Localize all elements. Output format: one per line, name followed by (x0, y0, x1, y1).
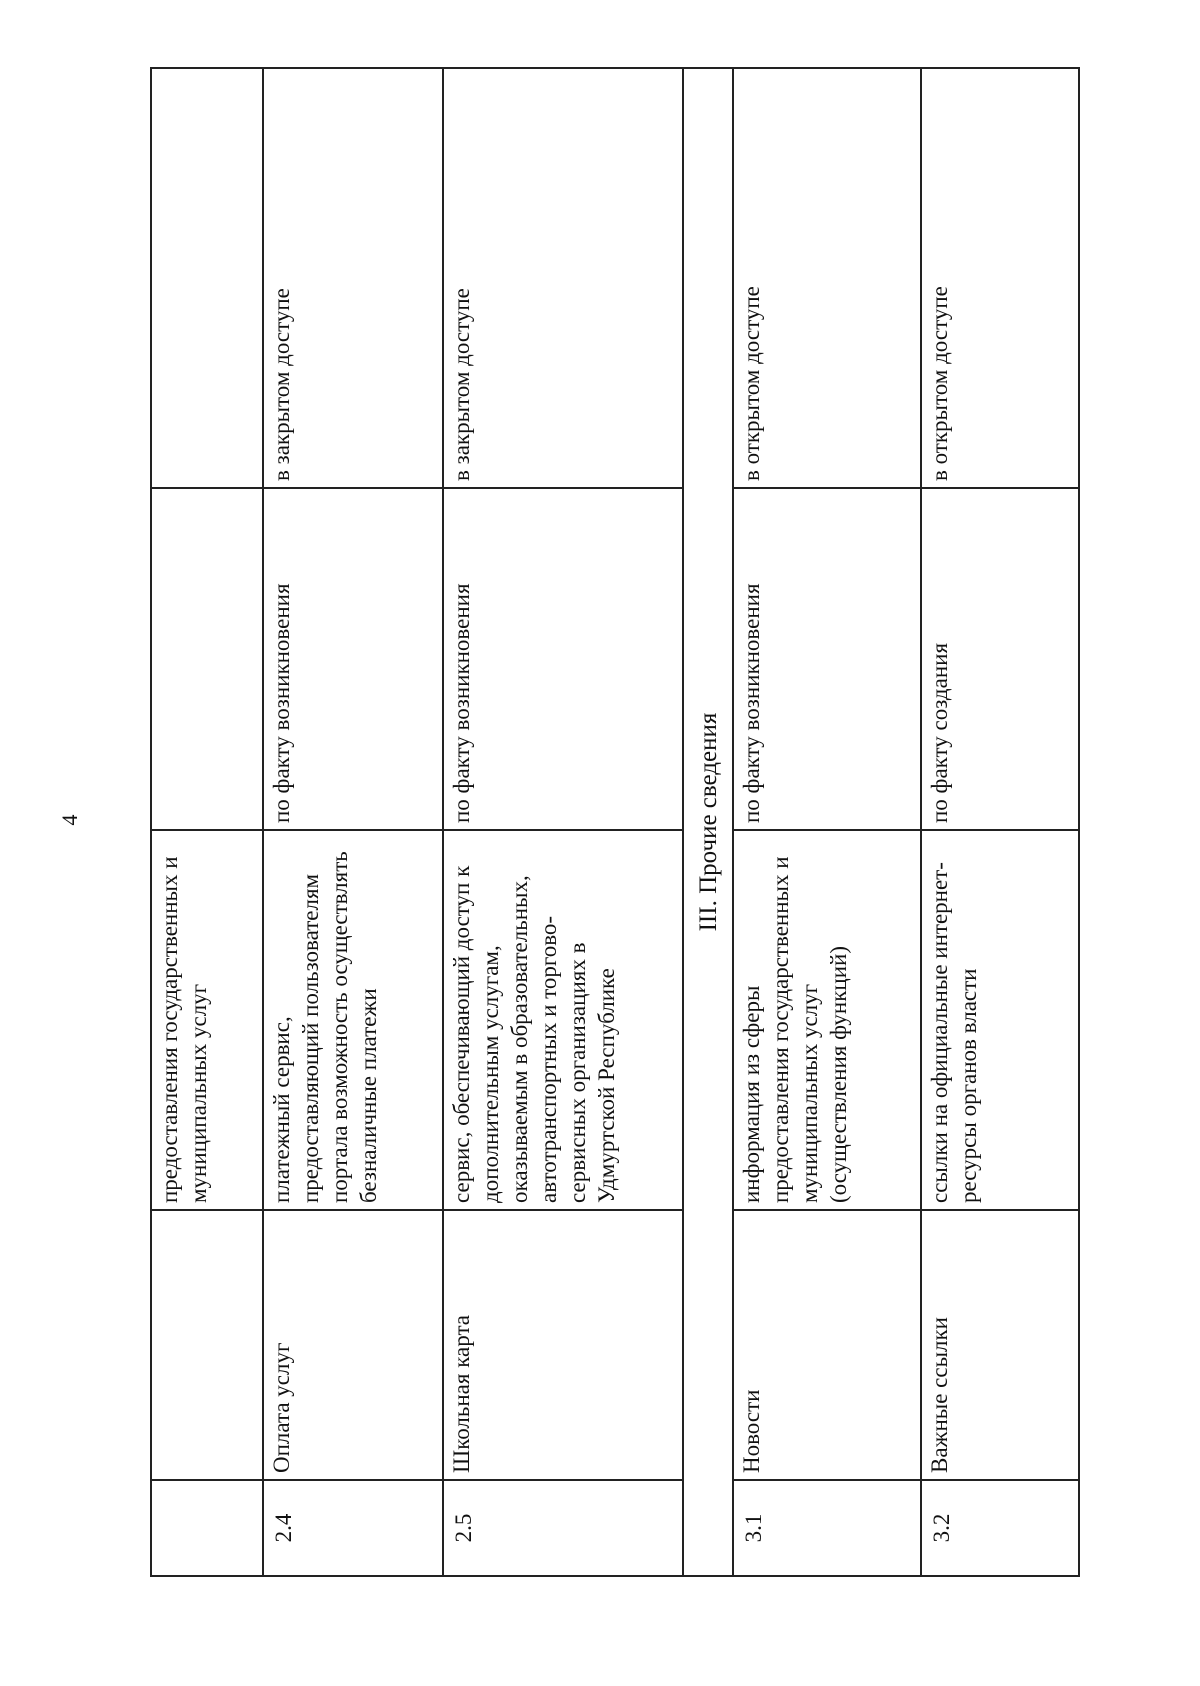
cell-description: предоставления государственных и муниципальных услуг (151, 830, 263, 1210)
table-row (733, 68, 921, 1576)
cell-description: платежный сервис, предоставляющий пользователям портала возможность осуществлять безналичные платежи (263, 830, 443, 1210)
cell-period: по факту создания (921, 488, 1079, 830)
cell-access: в открытом доступе (921, 68, 1079, 488)
cell-name: Школьная карта (443, 1210, 683, 1480)
cell-name: Новости (733, 1210, 921, 1480)
cell-access: в открытом доступе (733, 68, 921, 488)
cell-number: 2.4 (263, 1480, 443, 1576)
cell-number: 2.5 (443, 1480, 683, 1576)
table-row (921, 68, 1079, 1576)
page-number: 4 (57, 814, 82, 826)
cell-period: по факту возникновения (733, 488, 921, 830)
cell-number: 3.1 (733, 1480, 921, 1576)
cell-access: в закрытом доступе (443, 68, 683, 488)
cell-number (151, 1480, 263, 1576)
section-title: III. Прочие сведения (683, 68, 733, 1576)
table-row-continuation (151, 68, 263, 1576)
section-header-row (683, 68, 733, 1576)
cell-name: Важные ссылки (921, 1210, 1079, 1480)
table-row (443, 68, 683, 1576)
cell-period: по факту возникновения (443, 488, 683, 830)
cell-description: информация из сферы предоставления государственных и муниципальных услуг (осуществления функций) (733, 830, 921, 1210)
cell-access (151, 68, 263, 488)
services-table (150, 67, 1080, 1577)
cell-access: в закрытом доступе (263, 68, 443, 488)
cell-name: Оплата услуг (263, 1210, 443, 1480)
cell-number: 3.2 (921, 1480, 1079, 1576)
cell-description: сервис, обеспечивающий доступ к дополнительным услугам, оказываемым в образовательных, автотранспортных и торгово-сервисных организациях в Удмуртской Республике (443, 830, 683, 1210)
rotated-table-container (150, 69, 1078, 1577)
cell-description: ссылки на официальные интернет-ресурсы органов власти (921, 830, 1079, 1210)
table-row (263, 68, 443, 1576)
cell-name (151, 1210, 263, 1480)
cell-period: по факту возникновения (263, 488, 443, 830)
cell-period (151, 488, 263, 830)
